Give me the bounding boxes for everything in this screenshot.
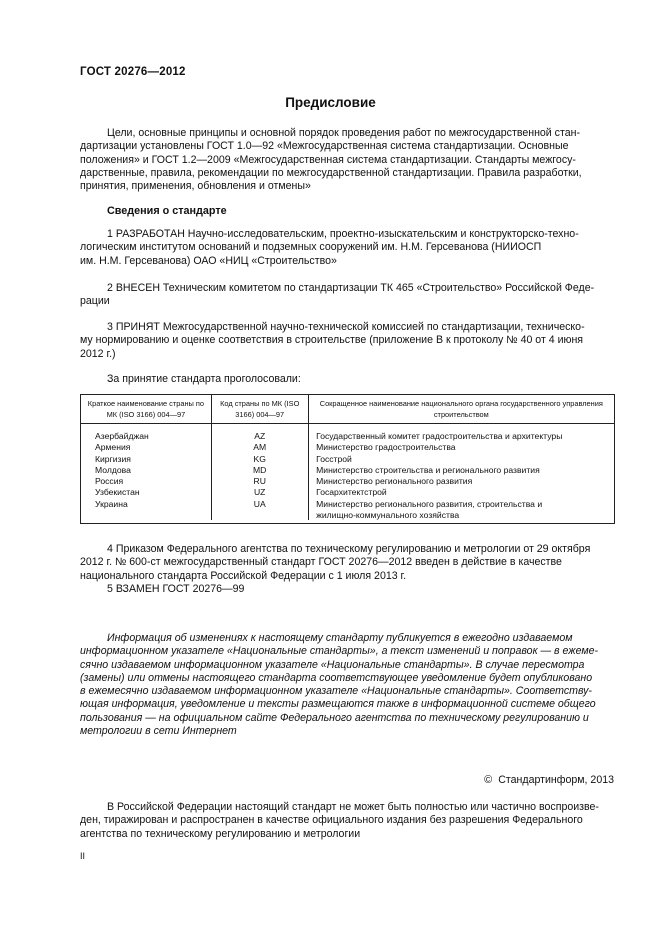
item-2-submitted xyxy=(80,282,615,309)
body-cell: Госархитектстрой xyxy=(308,487,614,498)
item-line: 3 ПРИНЯТ Межгосударственной научно-технической комиссией по стандартизации, техническо- xyxy=(107,321,585,333)
item-line: национального стандарта Российской Федерации с 1 июля 2013 г. xyxy=(80,569,407,582)
table-header-row xyxy=(81,395,615,424)
item-line: 4 Приказом Федерального агентства по техническому регулированию и метрологии от 29 октября xyxy=(107,543,591,555)
intro-line: принятия, применения, обновления и отмены» xyxy=(80,180,311,193)
body-cell: Министерство градостроительства xyxy=(308,442,614,453)
column-header-country: Краткое наименование страны по МК (ISO 3166) 004—97 xyxy=(81,395,212,424)
code-cell: KG xyxy=(253,453,266,464)
copyright-text: Стандартинформ, 2013 xyxy=(498,774,614,786)
body-cell: Министерство регионального развития xyxy=(308,476,614,487)
notice-line: метрологии в сети Интернет xyxy=(80,725,237,738)
page-title: Предисловие xyxy=(285,95,376,110)
table-row xyxy=(81,465,615,476)
table-row xyxy=(81,454,615,465)
body-cell: Министерство регионального развития, строительства и xyxy=(308,499,614,510)
notice-line: информационном указателе «Национальные стандарты», а текст изменений и поправок — в ежеме- xyxy=(80,645,599,658)
item-line: 2012 г. № 600-ст межгосударственный стандарт ГОСТ 20276—2012 введен в действие в качестве xyxy=(80,556,562,569)
country-cell xyxy=(81,510,212,524)
item-3-adopted xyxy=(80,321,615,361)
code-cell: UZ xyxy=(253,487,266,498)
body-cell: Госстрой xyxy=(308,454,614,465)
table-row xyxy=(81,487,615,498)
country-cell: Киргизия xyxy=(81,454,212,465)
country-cell: Россия xyxy=(81,476,212,487)
column-header-code: Код страны по МК (ISO 3166) 004—97 xyxy=(211,395,308,424)
notice-line: в ежемесячно издаваемом информационном указателе «Национальные стандарты». Соответству- xyxy=(80,685,592,698)
notice-line: сячно издаваемом информационном указателе «Национальные стандарты». В случае пересмотра xyxy=(80,658,585,671)
country-cell: Молдова xyxy=(81,465,212,476)
table-row xyxy=(81,442,615,453)
code-cell: MD xyxy=(253,464,267,475)
item-line: им. Н.М. Герсеванова) ОАО «НИЦ «Строительство» xyxy=(80,254,337,267)
voted-label xyxy=(80,373,615,386)
table-column-divider xyxy=(211,394,212,520)
voted-label-text: За принятие стандарта проголосовали: xyxy=(107,373,301,385)
code-cell xyxy=(211,510,308,524)
code-cell: AZ xyxy=(254,431,266,441)
voting-table xyxy=(80,394,615,524)
page-number: II xyxy=(80,851,86,861)
code-cell: AM xyxy=(253,442,267,453)
table-row xyxy=(81,499,615,510)
body-cell: жилищно-коммунального хозяйства xyxy=(308,510,614,524)
body-cell: Министерство строительства и регионального развития xyxy=(308,465,614,476)
item-line: 2 ВНЕСЕН Техническим комитетом по стандартизации ТК 465 «Строительство» Российской Феде- xyxy=(107,282,595,294)
change-info-notice xyxy=(80,632,615,738)
rights-line: ден, тиражирован и распространен в качестве официального издания без разрешения Федерального xyxy=(80,814,583,827)
rights-line: В Российской Федерации настоящий стандарт не может быть полностью или частично воспроизве- xyxy=(107,801,599,813)
item-line: рации xyxy=(80,295,110,308)
table-row xyxy=(81,424,615,443)
item-line: логическим институтом оснований и подземных сооружений им. Н.М. Герсеванова (НИИОСП xyxy=(80,241,542,254)
item-line: му нормированию и оценке соответствия в строительстве (приложение В к протоколу № 40 от 4 июня xyxy=(80,334,584,347)
item-line: 2012 г.) xyxy=(80,347,116,360)
notice-line: (замены) или отмены настоящего стандарта соответствующее уведомление будет опубликовано xyxy=(80,671,593,684)
item-5-replaces: 5 ВЗАМЕН ГОСТ 20276—99 xyxy=(107,582,245,595)
country-cell: Украина xyxy=(81,499,212,510)
standard-info-heading: Сведения о стандарте xyxy=(107,205,227,217)
country-cell: Узбекистан xyxy=(81,487,212,498)
column-header-body: Сокращенное наименование национального органа государственного управления строительством xyxy=(308,395,614,424)
item-1-developed xyxy=(80,228,615,268)
item-line: 1 РАЗРАБОТАН Научно-исследовательским, проектно-изыскательским и конструкторско-техно- xyxy=(107,228,579,240)
body-cell: Государственный комитет градостроительства и архитектуры xyxy=(308,424,614,443)
intro-line: дартизации установлены ГОСТ 1.0—92 «Межгосударственная система стандартизации. Основные xyxy=(80,140,569,153)
copyright-symbol: © xyxy=(484,774,493,786)
intro-line: дарственные, правила, рекомендации по межгосударственной стандартизации. Правила разработки, xyxy=(80,166,582,179)
intro-paragraph xyxy=(80,127,615,193)
item-4-order xyxy=(80,543,615,596)
intro-line: Цели, основные принципы и основной порядок проведения работ по межгосударственной стан- xyxy=(107,127,580,139)
table-row xyxy=(81,476,615,487)
intro-line: положения» и ГОСТ 1.2—2009 «Межгосударственная система стандартизации. Стандарты межгосу- xyxy=(80,153,576,166)
document-code-header: ГОСТ 20276—2012 xyxy=(80,66,186,78)
notice-line: ющая информация, уведомление и тексты размещаются также в информационной системе общего xyxy=(80,698,596,711)
rights-line: агентства по техническому регулированию и метрологии xyxy=(80,827,361,840)
code-cell: UA xyxy=(253,498,266,509)
copyright-line xyxy=(484,774,614,786)
table-row xyxy=(81,510,615,524)
table-column-divider xyxy=(308,394,309,520)
notice-line: пользования — на официальном сайте Федерального агентства по техническому регулированию и xyxy=(80,711,589,724)
country-cell: Азербайджан xyxy=(81,424,212,443)
code-cell: RU xyxy=(253,476,266,487)
country-cell: Армения xyxy=(81,442,212,453)
rights-notice xyxy=(80,801,615,841)
notice-line: Информация об изменениях к настоящему стандарту публикуется в ежегодно издаваемом xyxy=(107,632,573,644)
